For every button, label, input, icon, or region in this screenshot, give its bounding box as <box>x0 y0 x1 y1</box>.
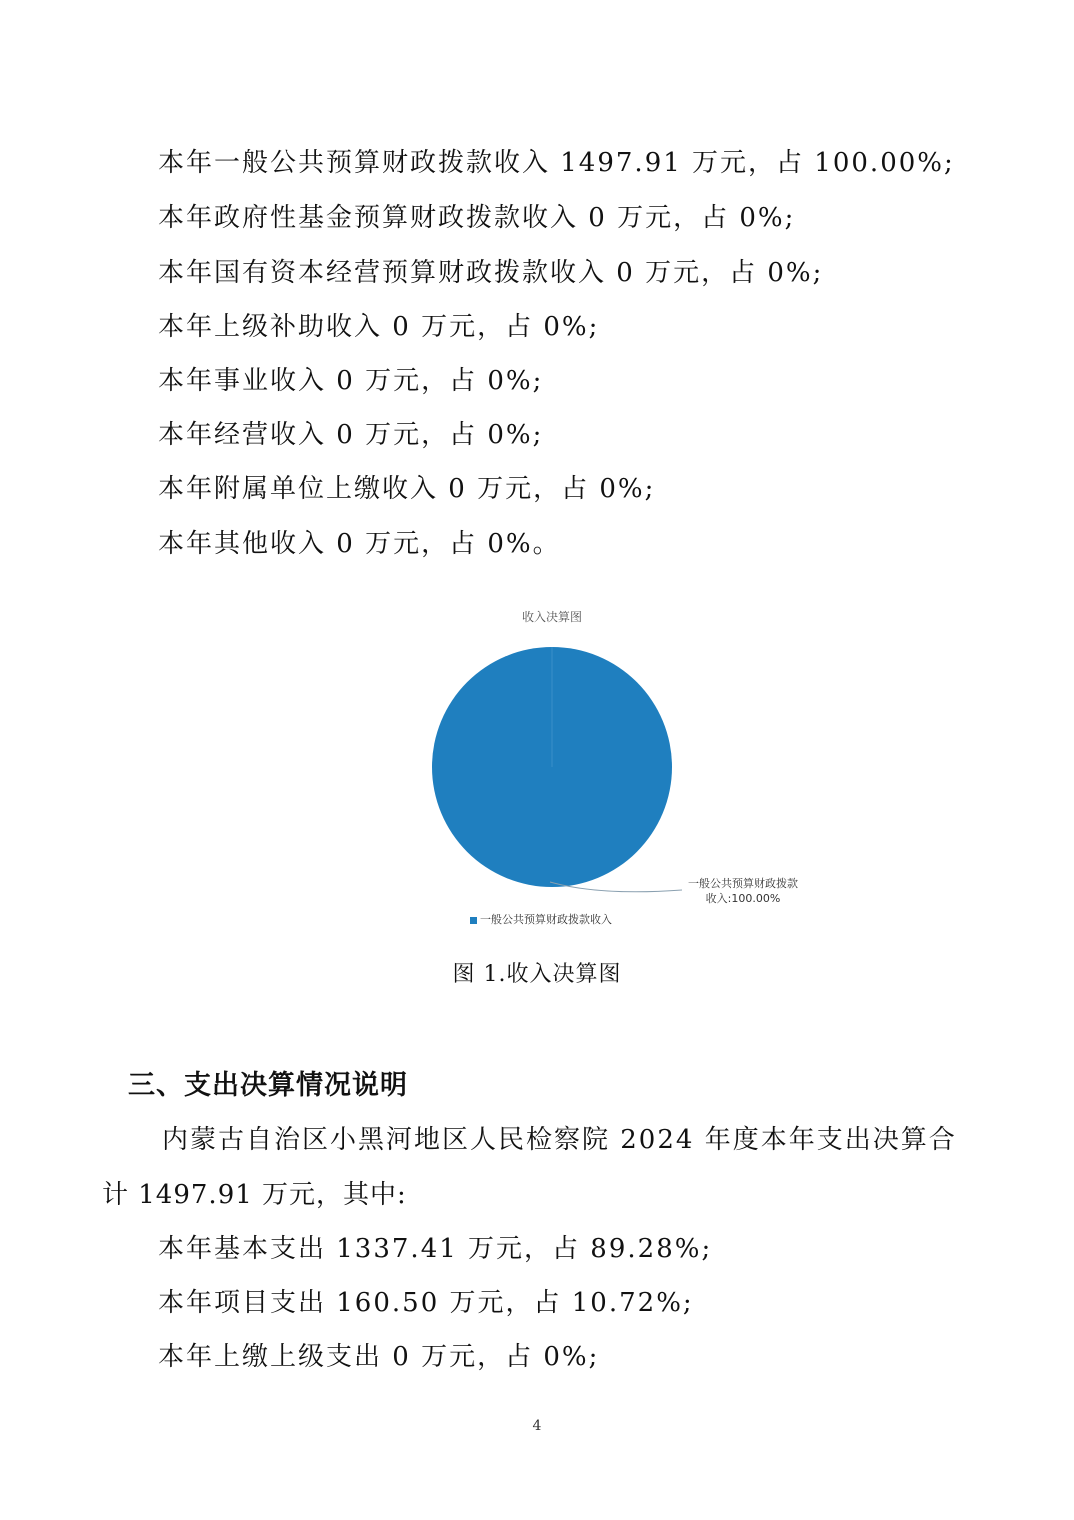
income-line: 本年国有资本经营预算财政拨款收入 0 万元，占 0%; <box>158 258 824 288</box>
pie-data-label-line1: 一般公共预算财政拨款 <box>688 877 798 890</box>
page-number: 4 <box>532 1418 542 1434</box>
chart-title: 收入决算图 <box>521 610 582 624</box>
pie-data-label <box>678 876 808 906</box>
expense-line: 本年项目支出 160.50 万元，占 10.72%; <box>158 1288 694 1318</box>
income-line: 本年其他收入 0 万元，占 0%。 <box>158 529 561 559</box>
section-intro-line2: 计 1497.91 万元，其中: <box>102 1180 407 1210</box>
income-pie-chart <box>400 600 820 940</box>
legend-swatch <box>470 917 477 924</box>
figure-caption: 图 1.收入决算图 <box>452 962 622 987</box>
income-line: 本年一般公共预算财政拨款收入 1497.91 万元，占 100.00%; <box>158 148 955 178</box>
income-line: 本年政府性基金预算财政拨款收入 0 万元，占 0%; <box>158 203 796 233</box>
pie-slices <box>432 647 672 887</box>
legend-label: 一般公共预算财政拨款收入 <box>480 913 612 926</box>
chart-legend <box>470 911 612 927</box>
income-line: 本年上级补助收入 0 万元，占 0%; <box>158 312 600 342</box>
expense-line: 本年上缴上级支出 0 万元，占 0%; <box>158 1342 600 1372</box>
section-intro-line1: 内蒙古自治区小黑河地区人民检察院 2024 年度本年支出决算合 <box>162 1125 957 1155</box>
income-line: 本年经营收入 0 万元，占 0%; <box>158 420 544 450</box>
income-line: 本年事业收入 0 万元，占 0%; <box>158 366 544 396</box>
expense-line: 本年基本支出 1337.41 万元，占 89.28%; <box>158 1234 713 1264</box>
section-heading: 三、支出决算情况说明 <box>128 1070 408 1101</box>
income-line: 本年附属单位上缴收入 0 万元，占 0%; <box>158 474 656 504</box>
pie-data-label-line2: 收入:100.00% <box>705 892 781 905</box>
